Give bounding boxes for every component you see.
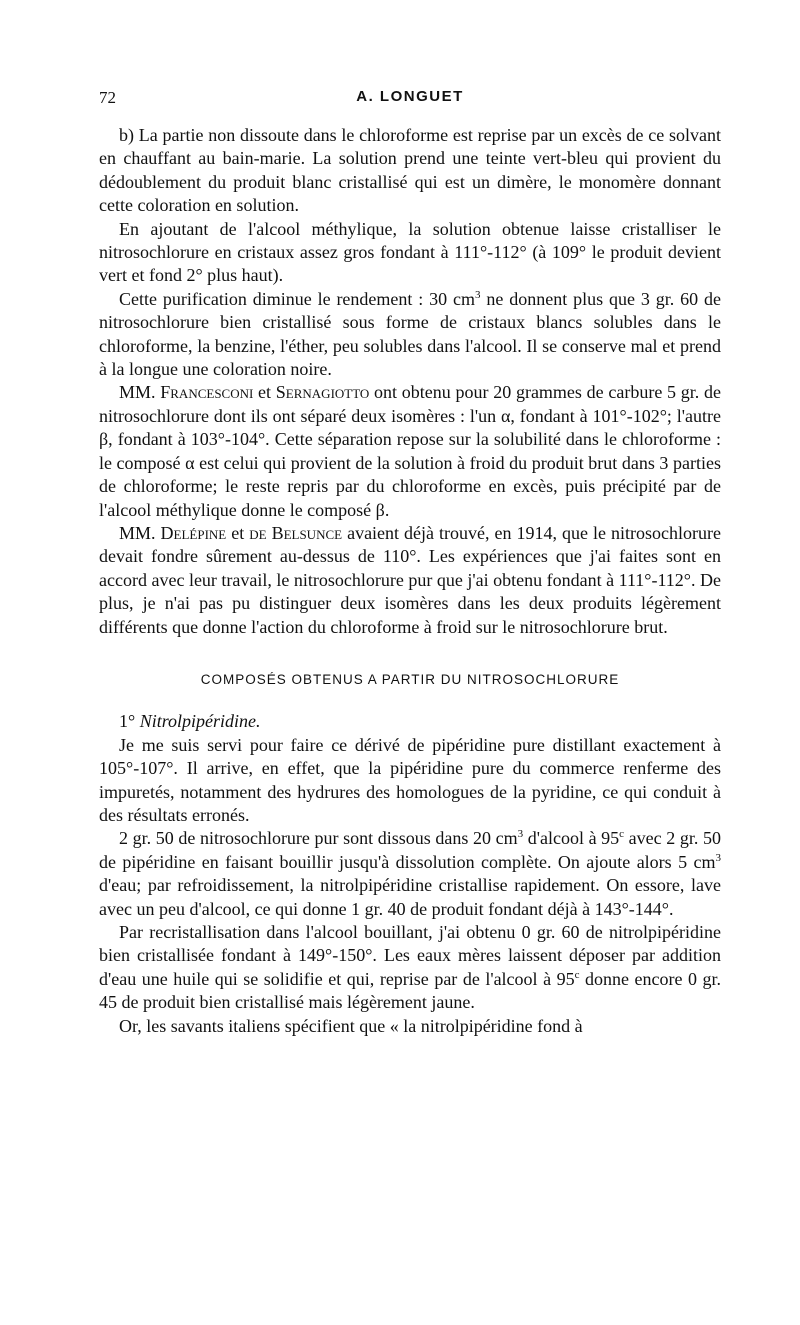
- paragraph: [99, 921, 721, 1015]
- superscript: c: [619, 828, 625, 841]
- paragraph-text: ne donnent plus que 3 gr. 60 de nitrosochlorure bien cristallisé sous forme de cristaux blancs solubles dans le chloroforme, la benzine, l'éther, peu solubles dans l'alcool. Il se conserve mal et prend à la longue une coloration noire.: [99, 288, 721, 380]
- paragraph-text: ont obtenu pour 20 grammes de carbure 5 gr. de nitrosochlorure dont ils ont séparé deux isomères : l'un α, fondant à 101°-102°; l'autre β, fondant à 103°-104°. Cette séparation repose sur la solubilité dans le chloroforme : le composé α est celui qui provient de la solution à froid du produit brut dans 3 parties de chloroforme; le reste repris par du chloroforme en excès, puis précipité par de l'alcool méthylique donne le composé β.: [99, 382, 722, 520]
- paragraph: b) La partie non dissoute dans le chloroforme est reprise par un excès de ce solvant en chauffant au bain-marie. La solution prend une teinte vert-bleu qui provient du dédoublement du produit blanc cristallisé qui est un dimère, le monomère donnant cette coloration en solution.: [99, 125, 721, 216]
- paragraph-text: d'eau; par refroidissement, la nitrolpipéridine cristallise rapidement. On essore, lave avec un peu d'alcool, ce qui donne 1 gr. 40 de produit fondant déjà à 143°-144°.: [99, 875, 721, 919]
- subsection-title: Nitrolpipéridine.: [139, 711, 261, 732]
- author-name: Delépine: [160, 522, 227, 543]
- paragraph-text: et: [253, 382, 276, 403]
- superscript: c: [574, 968, 580, 981]
- paragraph: [99, 827, 721, 921]
- paragraph-text: Par recristallisation dans l'alcool bouillant, j'ai obtenu 0 gr. 60 de nitrolpipéridine bien cristallisée fondant à 149°-150°. Les eaux mères laissent déposer par addition d'eau une huile qui se solidifie et qui, reprise par de l'alcool à 95: [99, 922, 721, 989]
- superscript: 3: [715, 851, 721, 864]
- paragraph-text: donne encore 0 gr. 45 de produit bien cristallisé mais légèrement jaune.: [99, 968, 722, 1013]
- running-header: [99, 88, 721, 112]
- author-name: Sernagiotto: [275, 382, 370, 403]
- superscript: 3: [475, 288, 481, 301]
- paragraph-text: 2 gr. 50 de nitrosochlorure pur sont dissous dans 20 cm: [119, 828, 518, 849]
- paragraph: [99, 288, 721, 382]
- paragraph-text: Cette purification diminue le rendement : 30 cm: [119, 288, 476, 309]
- running-head-author: A. LONGUET: [356, 88, 464, 105]
- paragraph: Je me suis servi pour faire ce dérivé de pipéridine pure distillant exactement à 105°-107°. Il arrive, en effet, que la pipéridine pure du commerce renferme des impuretés, notamment des hydrures des homologues de la pyridine, ce qui conduit à des résultats erronés.: [99, 734, 721, 825]
- paragraph: En ajoutant de l'alcool méthylique, la solution obtenue laisse cristalliser le nitrosochlorure en cristaux assez gros fondant à 111°-112° (à 109° le produit devient vert et fond 2° plus haut).: [99, 218, 721, 286]
- paragraph: [99, 522, 721, 639]
- paragraph-text: MM.: [119, 382, 161, 403]
- paragraph-text: avaient déjà trouvé, en 1914, que le nitrosochlorure devait fondre sûrement au-dessus de 110°. Les expériences que j'ai faites sont en accord avec leur travail, le nitrosochlorure pur que j'ai obtenu fondant à 111°-112°. De plus, je n'ai pas pu distinguer deux isomères dans les deux produits légèrement différents que donne l'action du chloroforme à froid sur le nitrosochlorure brut.: [99, 522, 721, 637]
- paragraph-text: MM.: [119, 522, 161, 543]
- paragraph-text: d'alcool à 95: [523, 828, 620, 849]
- section-heading: COMPOSÉS OBTENUS A PARTIR DU NITROSOCHLORURE: [200, 671, 620, 687]
- paragraph-text: et: [226, 522, 250, 543]
- subsection-heading: [99, 710, 721, 733]
- body-text: [99, 124, 721, 1038]
- subsection-number: 1°: [119, 711, 136, 732]
- author-name: Francesconi: [160, 382, 254, 403]
- paragraph: [99, 381, 721, 521]
- paragraph-text: avec 2 gr. 50 de pipéridine en faisant bouillir jusqu'à dissolution complète. On ajoute alors 5 cm: [99, 828, 721, 872]
- author-name: de Belsunce: [249, 522, 343, 543]
- paragraph: Or, les savants italiens spécifient que « la nitrolpipéridine fond à: [119, 1015, 583, 1036]
- page-number: 72: [99, 88, 116, 107]
- superscript: 3: [517, 828, 524, 841]
